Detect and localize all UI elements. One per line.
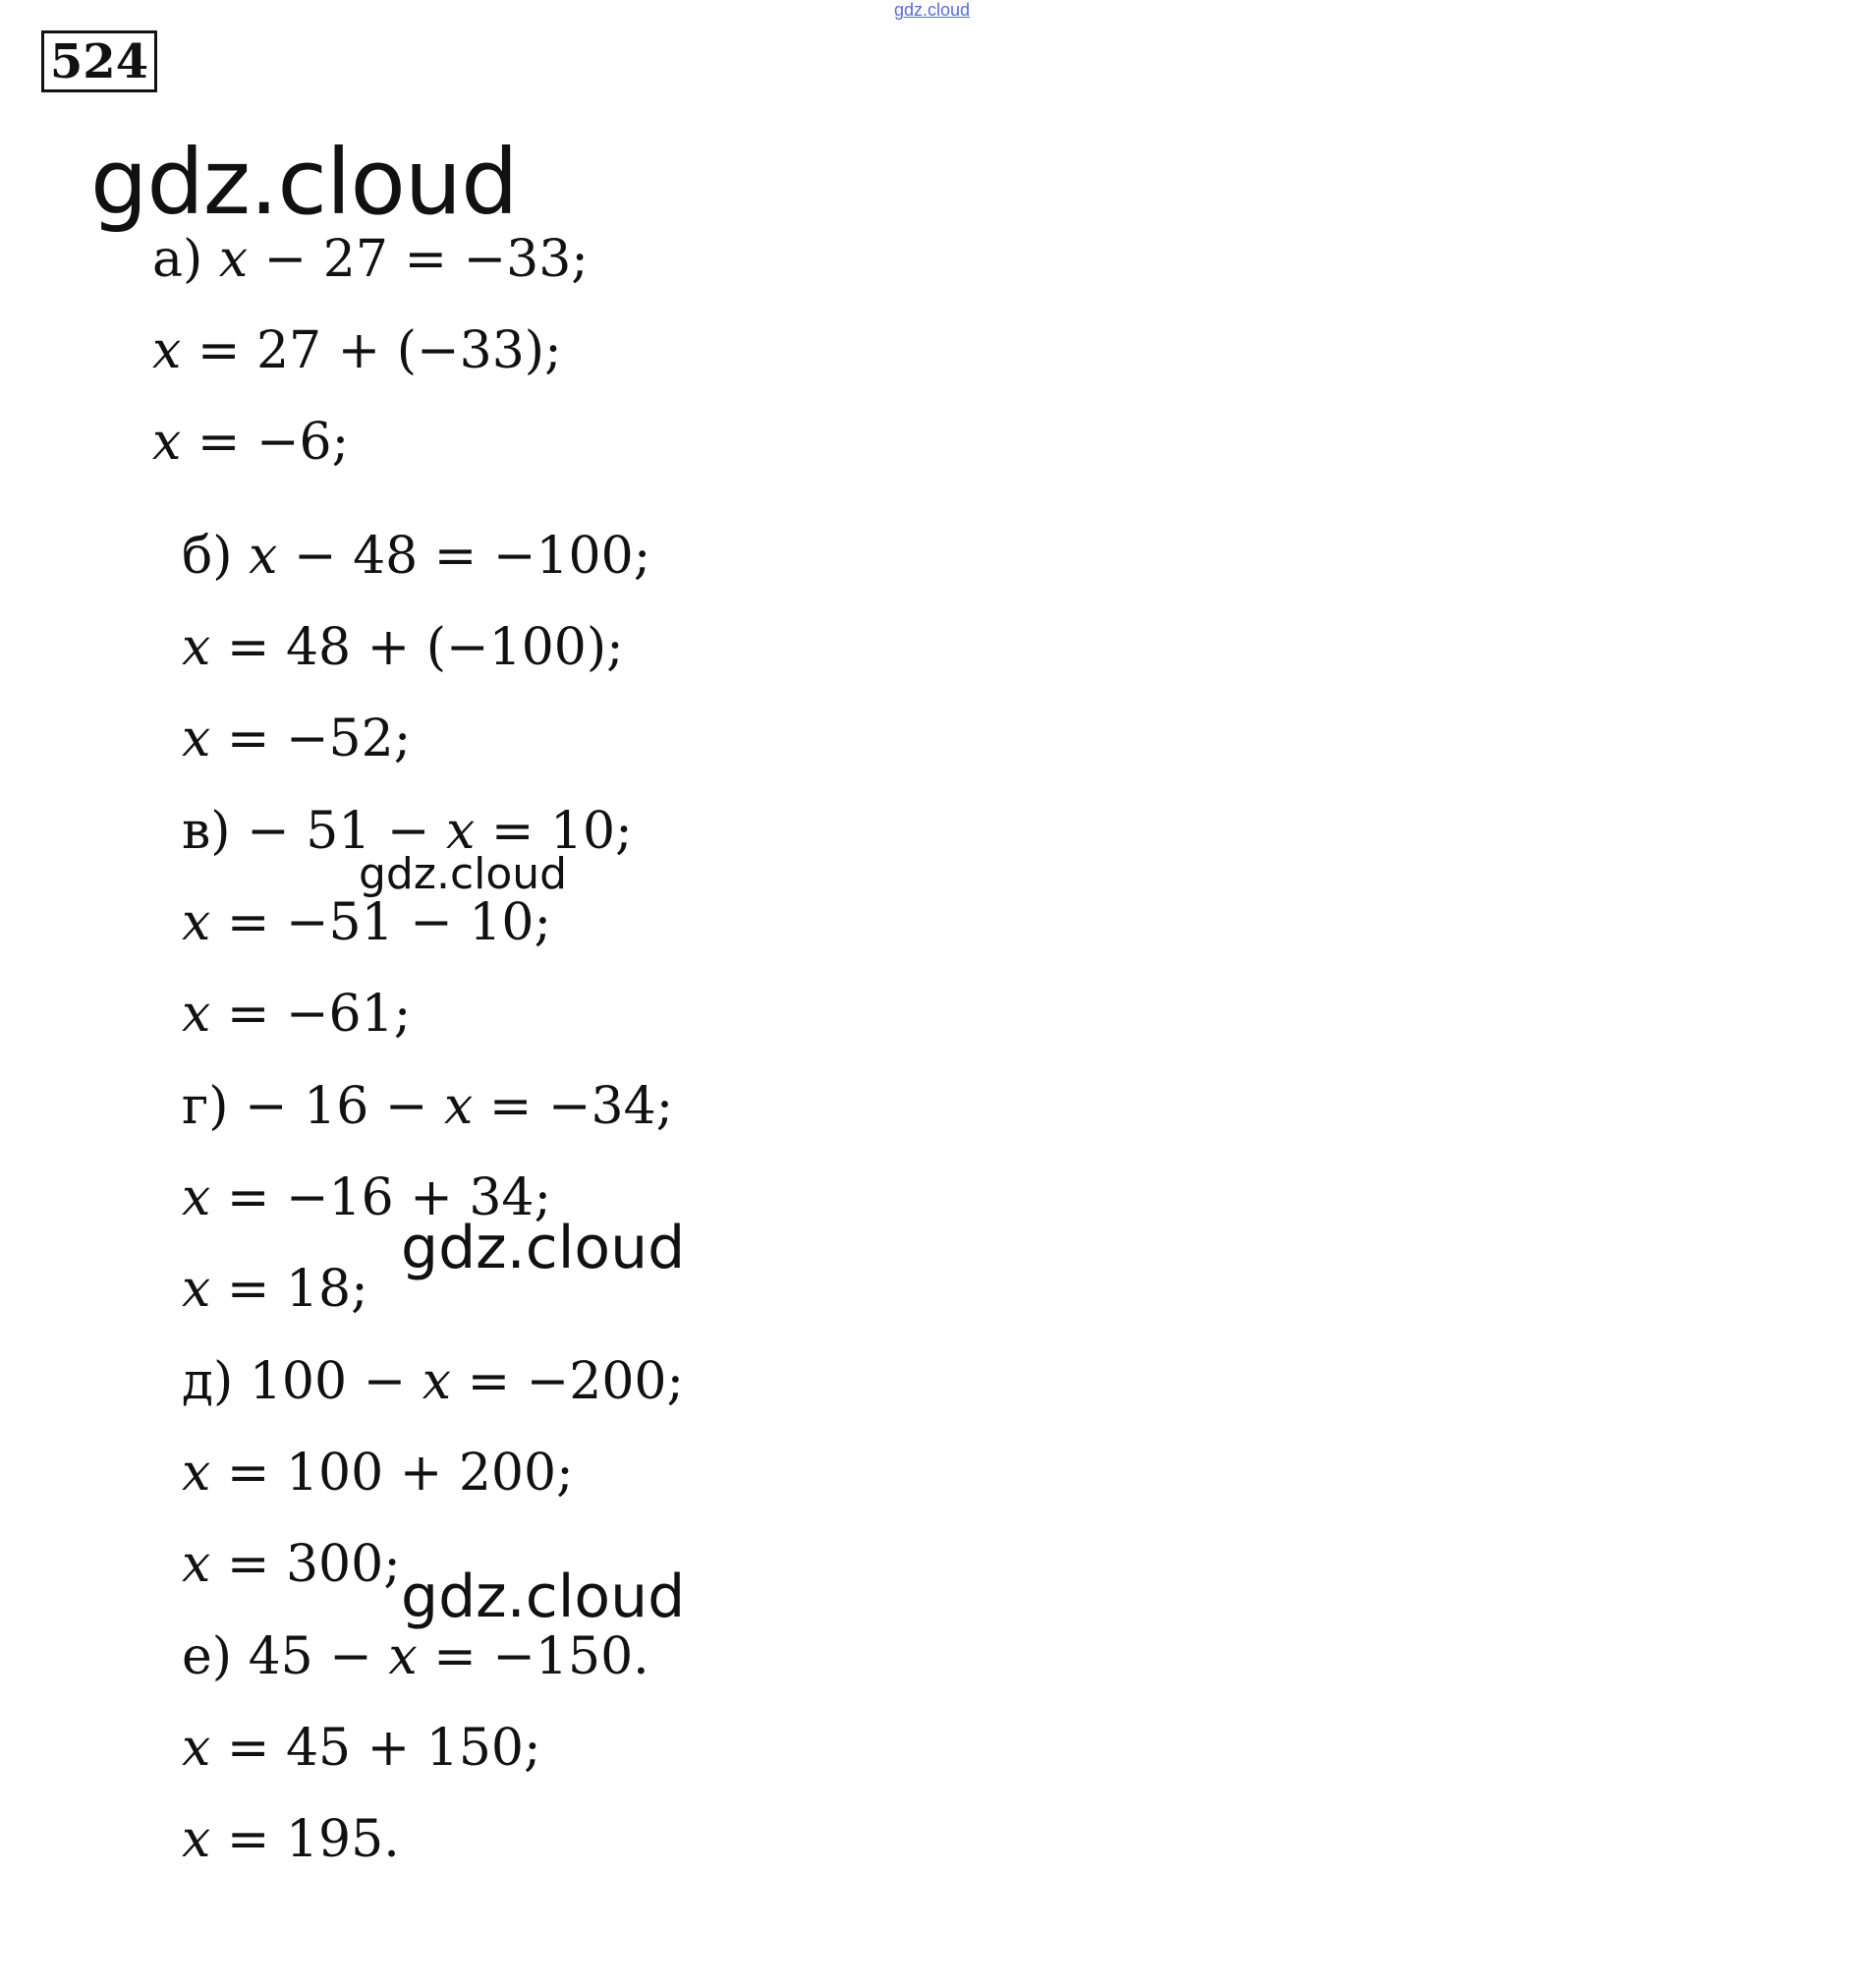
solution-a-line-1: а) 𝑥 − 27 = −33;	[152, 230, 589, 289]
site-link[interactable]: gdz.cloud	[894, 0, 971, 20]
solution-v-line-1: в) − 51 − 𝑥 = 10;	[182, 802, 633, 861]
watermark-large: gdz.cloud	[90, 130, 518, 235]
solution-g-line-1: г) − 16 − 𝑥 = −34;	[182, 1077, 674, 1136]
problem-number: 524	[49, 33, 149, 89]
solution-a-line-2: 𝑥 = 27 + (−33);	[152, 321, 562, 380]
solution-d-line-3: 𝑥 = 300;	[182, 1535, 401, 1594]
problem-number-box	[41, 30, 157, 92]
solution-d-line-1: д) 100 − 𝑥 = −200;	[182, 1352, 685, 1411]
solution-e-line-3: 𝑥 = 195.	[182, 1810, 400, 1869]
solution-b-line-3: 𝑥 = −52;	[182, 710, 412, 768]
solution-v-line-2: 𝑥 = −51 − 10;	[182, 893, 552, 952]
watermark-middle-2: gdz.cloud	[401, 1562, 686, 1631]
solution-d-line-2: 𝑥 = 100 + 200;	[182, 1444, 574, 1503]
solution-a-line-3: 𝑥 = −6;	[152, 413, 350, 472]
solution-g-line-2: 𝑥 = −16 + 34;	[182, 1168, 552, 1227]
solution-g-line-3: 𝑥 = 18;	[182, 1260, 368, 1319]
solution-e-line-2: 𝑥 = 45 + 150;	[182, 1719, 541, 1778]
solution-e-line-1: е) 45 − 𝑥 = −150.	[182, 1627, 649, 1686]
solution-b-line-1: б) 𝑥 − 48 = −100;	[182, 527, 651, 586]
watermark-middle-1: gdz.cloud	[401, 1214, 686, 1282]
solution-b-line-2: 𝑥 = 48 + (−100);	[182, 618, 624, 677]
solution-v-line-3: 𝑥 = −61;	[182, 985, 412, 1044]
watermark-small: gdz.cloud	[359, 849, 568, 899]
